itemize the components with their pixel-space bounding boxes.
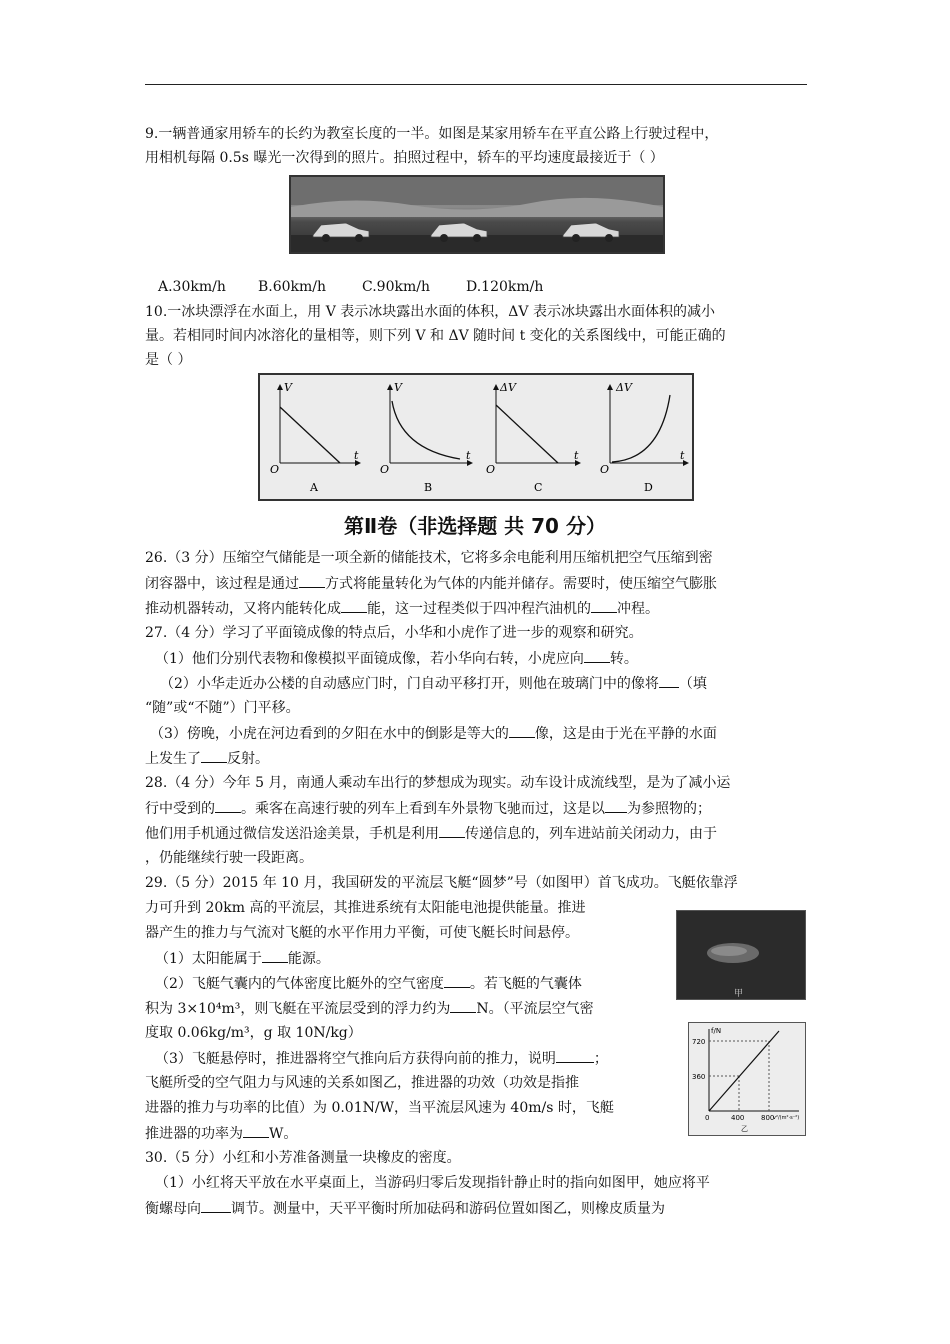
q27-line4: “随”或“不随”）门平移。 (145, 700, 300, 716)
q26-line3a: 推动机器转动，又将内能转化成 (145, 601, 341, 617)
q26-line2b: 方式将能量转化为气体的内能并储存。需要时，使压缩空气膨胀 (325, 576, 717, 592)
graph-c-ylabel: ΔV (500, 381, 516, 394)
q28-line4: ，仍能继续行驶一段距离。 (145, 850, 313, 866)
q27-line2a: （1）他们分别代表物和像模拟平面镜成像，若小华向右转，小虎应向 (155, 651, 584, 667)
q29-line11b: W。 (269, 1126, 298, 1142)
graph-a-origin: O (270, 463, 280, 476)
graph-a-ylabel: V (284, 381, 292, 394)
graph-d (600, 381, 688, 494)
q29-line8 (155, 1048, 608, 1069)
q27-blank4[interactable] (201, 748, 227, 763)
graph-b-caption: B (424, 481, 433, 494)
q28-line3a: 他们用手机通过微信发送沿途美景，手机是利用 (145, 826, 439, 842)
q27-line6 (145, 748, 269, 769)
graph-a-xlabel: t (354, 449, 359, 462)
chart-xtick-800: 800 (761, 1114, 775, 1122)
q29-line5 (155, 973, 582, 994)
q28-line3 (145, 823, 717, 844)
q27-line3 (160, 673, 707, 694)
q29-line6a: 积为 3×10⁴m³，则飞艇在平流层受到的浮力约为 (145, 1001, 451, 1017)
q28-line2b: 。乘客在高速行驶的列车上看到车外景物飞驰而过，这是以 (241, 801, 605, 817)
q28-line2c: 为参照物的； (627, 801, 711, 817)
chart-ylabel: f/N (711, 1027, 722, 1035)
q27-line5 (150, 723, 717, 744)
q28-line3b: 传递信息的，列车进站前关闭动力，由于 (465, 826, 717, 842)
q26-line3c: 冲程。 (617, 601, 659, 617)
graph-b (380, 381, 472, 494)
q27-line2b: 转。 (609, 651, 638, 667)
header-rule (145, 84, 807, 85)
graph-b-origin: O (380, 463, 390, 476)
q27-blank2[interactable] (659, 673, 679, 688)
graph-c-caption: C (534, 481, 543, 494)
q10-line1: 10.一冰块漂浮在水面上，用 V 表示冰块露出水面的体积，ΔV 表示冰块露出水面体积的减小 (145, 304, 715, 320)
q9-option-a: A.30km/h (158, 279, 226, 295)
q28-line2a: 行中受到的 (145, 801, 215, 817)
car-photo (289, 175, 665, 254)
q30-line3 (145, 1198, 665, 1219)
q29-line3: 器产生的推力与气流对飞艇的水平作用力平衡，可使飞艇长时间悬停。 (145, 925, 579, 941)
q26-blank2[interactable] (341, 598, 367, 613)
q27-line6b: 反射。 (227, 751, 269, 767)
q30-line3a: 衡螺母向 (145, 1201, 201, 1217)
q27-line2 (155, 648, 638, 669)
q30-blank1[interactable] (201, 1198, 231, 1213)
q28-blank3[interactable] (439, 823, 465, 838)
q27-line3a: （2）小华走近办公楼的自动感应门时，门自动平移打开，则他在玻璃门中的像将 (160, 676, 659, 692)
chart-xlabel: v²/(m²·s⁻²) (773, 1115, 800, 1121)
q26-line3 (145, 598, 659, 619)
graph-b-ylabel: V (394, 381, 402, 394)
q27-blank1[interactable] (584, 648, 610, 663)
graph-a-caption: A (310, 481, 318, 494)
graph-d-caption: D (644, 481, 653, 494)
q29-blank3[interactable] (450, 998, 476, 1013)
q10-graphs (258, 373, 694, 501)
q29-line8a: （3）飞艇悬停时，推进器将空气推向后方获得向前的推力，说明 (155, 1051, 556, 1067)
q26-blank1[interactable] (299, 573, 325, 588)
q27-line3b: （填 (678, 676, 707, 692)
graph-d-ylabel: ΔV (616, 381, 632, 394)
q26-line2a: 闭容器中，该过程是通过 (145, 576, 299, 592)
q9-line1: 9.一辆普通家用轿车的长约为教室长度的一半。如图是某家用轿车在平直公路上行驶过程中， (145, 126, 719, 142)
drag-vs-speed-chart (688, 1022, 806, 1136)
q9-option-c: C.90km/h (362, 279, 430, 295)
airship-photo-label: 甲 (734, 989, 744, 999)
q27-blank3[interactable] (509, 723, 535, 738)
q29-line7: 度取 0.06kg/m³，g 取 10N/kg） (145, 1025, 362, 1041)
q27-line1: 27.（4 分）学习了平面镜成像的特点后，小华和小虎作了进一步的观察和研究。 (145, 625, 643, 641)
q26-line2 (145, 573, 717, 594)
q29-blank4[interactable] (556, 1048, 594, 1063)
q30-line3b: 调节。测量中，天平平衡时所加砝码和游码位置如图乙，则橡皮质量为 (231, 1201, 665, 1217)
q9-line2: 用相机每隔 0.5s 曝光一次得到的照片。拍照过程中，轿车的平均速度最接近于（ ） (145, 150, 664, 166)
q29-line9: 飞艇所受的空气阻力与风速的关系如图乙，推进器的功效（功效是指推 (145, 1075, 579, 1091)
q28-blank1[interactable] (215, 798, 241, 813)
q29-blank1[interactable] (262, 948, 288, 963)
q28-line2 (145, 798, 711, 819)
graph-b-xlabel: t (466, 449, 471, 462)
q29-line8b: ； (593, 1051, 608, 1067)
q26-line3b: 能，这一过程类似于四冲程汽油机的 (367, 601, 591, 617)
q29-line6b: N。（平流层空气密 (476, 1001, 594, 1017)
q9-option-b: B.60km/h (258, 279, 327, 295)
q29-line6 (145, 998, 594, 1019)
graph-d-xlabel: t (680, 449, 685, 462)
chart-xtick-0: 0 (705, 1114, 710, 1122)
chart-ytick-720: 720 (692, 1038, 706, 1046)
q29-line10: 进器的推力与功率的比值）为 0.01N/W，当平流层风速为 40m/s 时，飞艇 (145, 1100, 614, 1116)
q30-line2: （1）小红将天平放在水平桌面上，当游码归零后发现指针静止时的指向如图甲，她应将平 (155, 1175, 710, 1191)
q29-line5a: （2）飞艇气囊内的气体密度比艇外的空气密度 (155, 976, 444, 992)
q29-line2: 力可升到 20km 高的平流层，其推进系统有太阳能电池提供能量。推进 (145, 900, 586, 916)
q27-line5a: （3）傍晚，小虎在河边看到的夕阳在水中的倒影是等大的 (150, 726, 509, 742)
q28-line1: 28.（4 分）今年 5 月，南通人乘动车出行的梦想成为现实。动车设计成流线型，是为了减小运 (145, 775, 731, 791)
q26-line1: 26.（3 分）压缩空气储能是一项全新的储能技术，它将多余电能利用压缩机把空气压缩到密 (145, 550, 713, 566)
q27-line6a: 上发生了 (145, 751, 201, 767)
graph-c (486, 381, 580, 494)
q29-line11 (145, 1123, 297, 1144)
q29-line4 (155, 948, 330, 969)
q10-line2: 量。若相同时间内冰溶化的量相等，则下列 V 和 ΔV 随时间 t 变化的关系图线中，可能正确的 (145, 328, 726, 344)
q9-options (158, 277, 543, 297)
q29-blank2[interactable] (444, 973, 470, 988)
graph-c-origin: O (486, 463, 496, 476)
q29-line5b: 。若飞艇的气囊体 (469, 976, 582, 992)
graph-a (270, 381, 360, 494)
graph-c-xlabel: t (574, 449, 579, 462)
graph-d-origin: O (600, 463, 610, 476)
section-title: 第Ⅱ卷（非选择题 共 70 分） (344, 514, 606, 538)
q29-line1: 29.（5 分）2015 年 10 月，我国研发的平流层飞艇“圆梦”号（如图甲）首飞成功。飞艇依靠浮 (145, 875, 738, 891)
chart-ytick-360: 360 (692, 1073, 706, 1081)
q29-blank5[interactable] (243, 1123, 269, 1138)
q29-line4a: （1）太阳能属于 (155, 951, 262, 967)
chart-caption: 乙 (741, 1125, 748, 1133)
q28-blank2[interactable] (605, 798, 627, 813)
chart-xtick-400: 400 (731, 1114, 745, 1122)
q30-line1: 30.（5 分）小红和小芳准备测量一块橡皮的密度。 (145, 1150, 461, 1166)
q26-blank3[interactable] (591, 598, 617, 613)
q29-line4b: 能源。 (287, 951, 330, 967)
q10-line3: 是（ ） (145, 352, 192, 368)
q29-line11a: 推进器的功率为 (145, 1126, 243, 1142)
q27-line5b: 像，这是由于光在平静的水面 (534, 726, 717, 742)
q9-option-d: D.120km/h (466, 279, 544, 295)
